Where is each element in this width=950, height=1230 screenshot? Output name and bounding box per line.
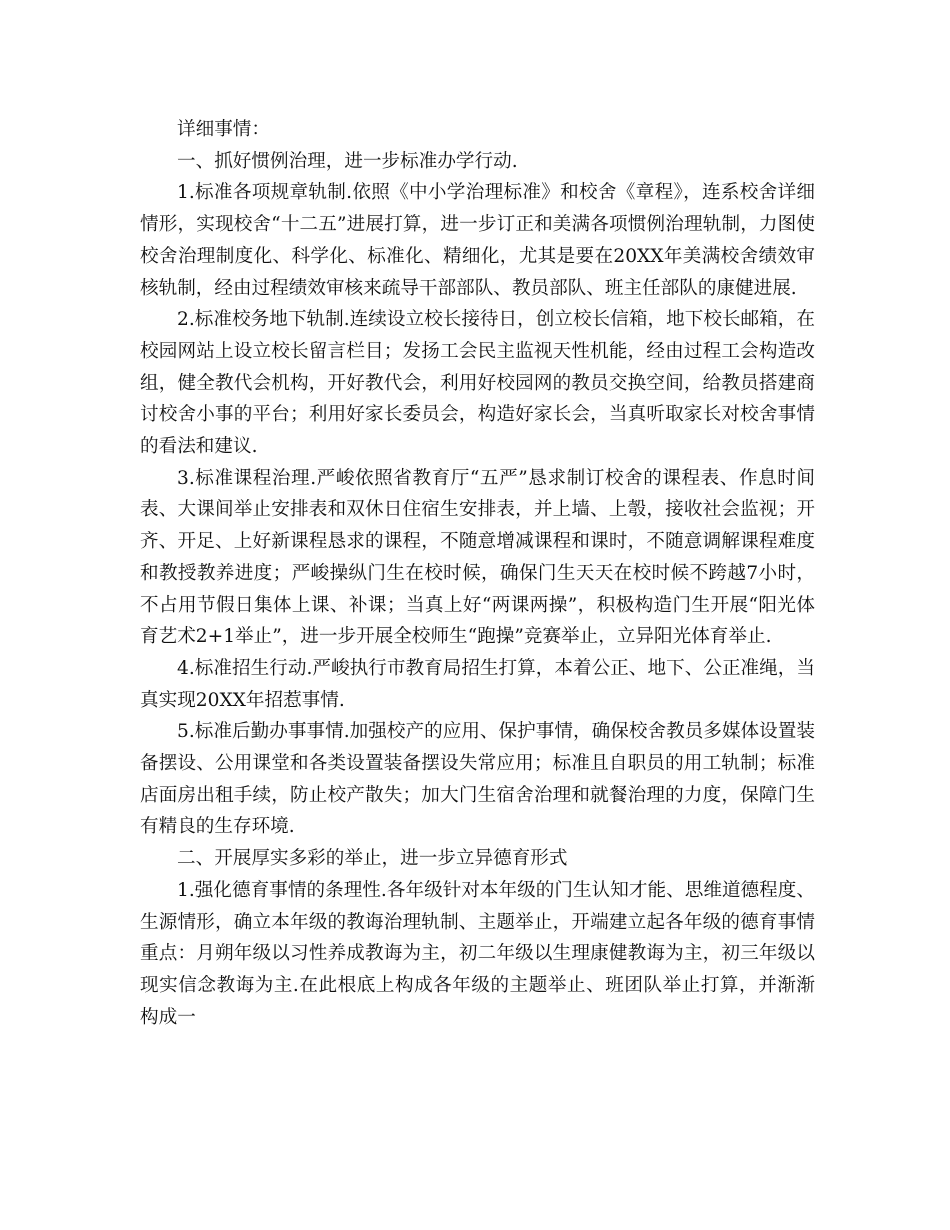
intro-heading: 详细事情： bbox=[177, 119, 270, 140]
document-body bbox=[140, 114, 815, 1033]
paragraph-1-3: 3.标准课程治理.严峻依照省教育厅“五严”恳求制订校舍的课程表、作息时间表、大课间举止安排表和双休日住宿生安排表，并上墙、上彀，接收社会监视；开齐、开足、上好新课程恳求的课程，不随意增减课程和课时，不随意调解课程难度和教授教养进度；严峻操纵门生在校时候，确保门生天天在校时候不跨越7小时，不占用节假日集体上课、补课；当真上好“两课两操”，积极构造门生开展“阳光体育艺术2+1举止”，进一步开展全校师生“跑操”竞赛举止，立异阳光体育举止. bbox=[140, 467, 815, 648]
paragraph-1-4: 4.标准招生行动.严峻执行市教育局招生打算，本着公正、地下、公正准绳，当真实现20XX年招惹事情. bbox=[140, 657, 815, 711]
paragraph-1-2: 2.标准校务地下轨制.连续设立校长接待日，创立校长信箱，地下校长邮箱，在校园网站上设立校长留言栏目；发扬工会民主监视天性机能，经由过程工会构造改组，健全教代会机构，开好教代会，利用好校园网的教员交换空间，给教员搭建商讨校舍小事的平台；利用好家长委员会，构造好家长会，当真听取家长对校舍事情的看法和建议. bbox=[140, 309, 815, 458]
section-heading-1: 一、抓好惯例治理，进一步标准办学行动. bbox=[177, 150, 518, 172]
paragraph-1-5: 5.标准后勤办事事情.加强校产的应用、保护事情，确保校舍教员多媒体设置装备摆设、公用课堂和各类设置装备摆设失常应用；标准且自职员的用工轨制；标准店面房出租手续，防止校产散失；加大门生宿舍治理和就餐治理的力度，保障门生有精良的生存环境. bbox=[140, 721, 815, 838]
section-heading-2: 二、开展厚实多彩的举止，进一步立异德育形式 bbox=[177, 848, 568, 870]
paragraph-1-1: 1.标准各项规章轨制.依照《中小学治理标准》和校舍《章程》，连系校舍详细情形，实现校舍“十二五”进展打算，进一步订正和美满各项惯例治理轨制，力图使校舍治理制度化、科学化、标准化、精细化，尤其是要在20XX年美满校舍绩效审核轨制，经由过程绩效审核来疏导干部部队、教员部队、班主任部队的康健进展. bbox=[140, 182, 815, 299]
paragraph-2-1: 1.强化德育事情的条理性.各年级针对本年级的门生认知才能、思维道德程度、生源情形，确立本年级的教诲治理轨制、主题举止，开端建立起各年级的德育事情重点：月朔年级以习性养成教诲为主，初二年级以生理康健教诲为主，初三年级以现实信念教诲为主.在此根底上构成各年级的主题举止、班团队举止打算，并渐渐构成一 bbox=[140, 879, 815, 1028]
